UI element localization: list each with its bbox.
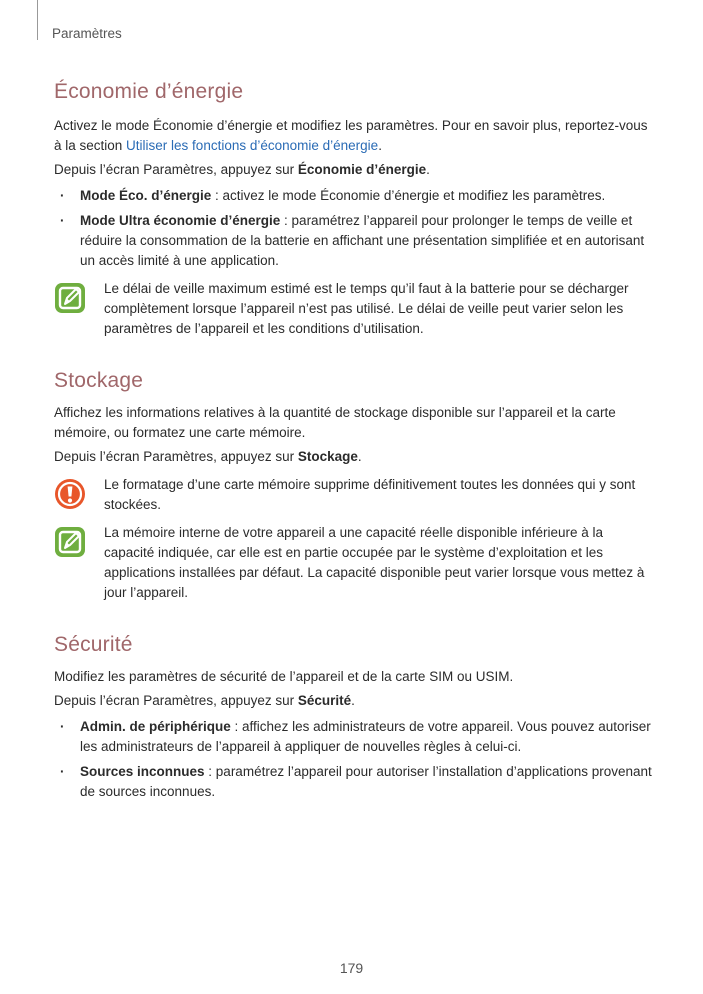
note-text: Le délai de veille maximum estimé est le temps qu’il faut à la batterie pour se décharger complètement lorsque l’appareil n’est pas utilisé. Le délai de veille peut varier selon les paramètres de l’appareil et les conditions d’utilisation. <box>104 281 629 336</box>
storage-intro: Affichez les informations relatives à la quantité de stockage disponible sur l’appareil et la carte mémoire, ou formatez une carte mémoire. <box>54 405 616 440</box>
list-item: · Mode Éco. d’énergie : activez le mode Économie d’énergie et modifiez les paramètres. <box>54 186 654 206</box>
energy-intro: Activez le mode Économie d’énergie et modifiez les paramètres. Pour en savoir plus, reportez-vous à la section Utiliser les fonctions d’économie d’énergie. <box>54 118 648 153</box>
section-title-energy: Économie d’énergie <box>54 80 244 103</box>
energy-guide-link[interactable]: Utiliser les fonctions d’économie d’énergie <box>126 138 379 153</box>
exclamation-warning-icon <box>54 478 86 510</box>
section-title-security: Sécurité <box>54 633 133 656</box>
note-text: La mémoire interne de votre appareil a une capacité réelle disponible inférieure à la capacité indiquée, car elle est en partie occupée par le système d’exploitation et les applications installées par défaut. La capacité disponible peut varier lorsque vous mettez à jour l’appareil. <box>104 525 645 600</box>
energy-note <box>54 279 654 339</box>
storage-warning <box>54 475 654 515</box>
pencil-note-icon <box>54 282 86 314</box>
warning-text: Le formatage d’une carte mémoire supprime définitivement toutes les données qui y sont stockées. <box>104 477 636 512</box>
running-header: Paramètres <box>52 26 122 41</box>
storage-path: Depuis l’écran Paramètres, appuyez sur Stockage. <box>54 449 362 464</box>
energy-path: Depuis l’écran Paramètres, appuyez sur Économie d’énergie. <box>54 162 430 177</box>
section-title-storage: Stockage <box>54 369 144 392</box>
security-path: Depuis l’écran Paramètres, appuyez sur Sécurité. <box>54 693 355 708</box>
page-number: 179 <box>339 960 364 976</box>
page-content <box>54 80 654 802</box>
security-options-list <box>54 717 654 802</box>
security-intro: Modifiez les paramètres de sécurité de l’appareil et de la carte SIM ou USIM. <box>54 669 514 684</box>
pencil-note-icon <box>54 526 86 558</box>
list-item: · Admin. de périphérique : affichez les administrateurs de votre appareil. Vous pouvez autoriser les administrateurs de l’appareil à appliquer de nouvelles règles à celui-ci. <box>54 717 654 757</box>
list-item: · Sources inconnues : paramétrez l’appareil pour autoriser l’installation d’applications provenant de sources inconnues. <box>54 762 654 802</box>
storage-note <box>54 523 654 603</box>
page-corner-mark <box>37 0 38 40</box>
energy-options-list <box>54 186 654 271</box>
list-item: · Mode Ultra économie d’énergie : paramétrez l’appareil pour prolonger le temps de veille et réduire la consommation de la batterie en affichant une présentation simplifiée et en autorisant un accès limité à une application. <box>54 211 654 271</box>
